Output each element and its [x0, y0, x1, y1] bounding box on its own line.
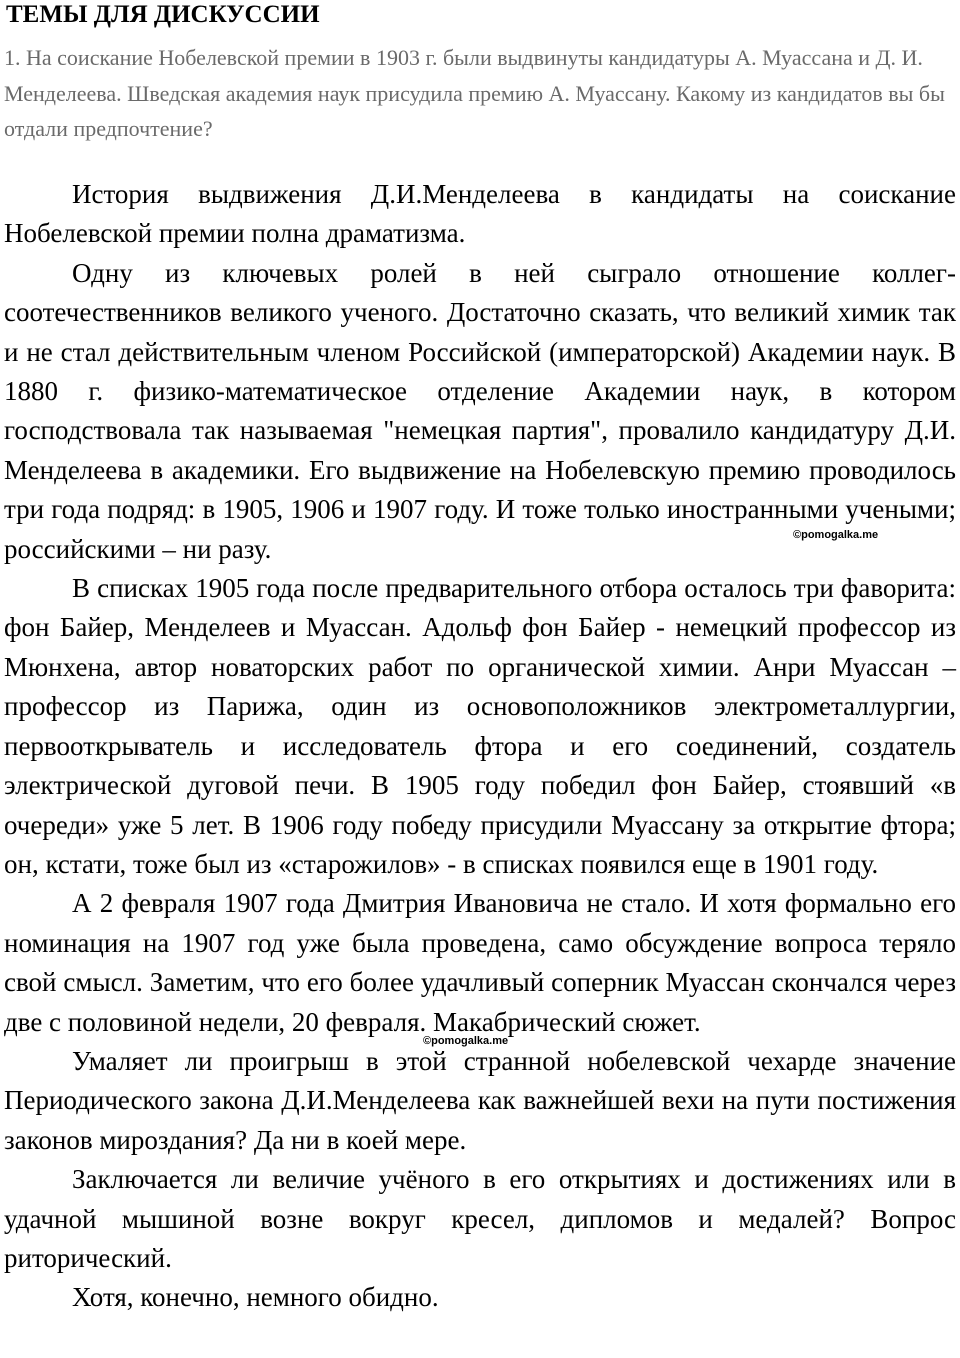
answer-paragraph: Заключается ли величие учёного в его открытиях и достижениях или в удачной мышиной возне вокруг кресел, дипломов и медалей? Вопрос риторический. — [4, 1164, 956, 1273]
discussion-question: 1. На соискание Нобелевской премии в 1903 г. были выдвинуты кандидатуры А. Муассана и Д. И. Менделеева. Шведская академия наук присудила премию А. Муассану. Какому из кандидатов вы бы отдали предпочтение? — [4, 45, 945, 141]
answer-paragraph: Умаляет ли проигрыш в этой странной нобелевской чехарде значение Периодического закона Д.И.Менделеева как важнейшей вехи на пути постижения законов мироздания? Да ни в коей мере. — [4, 1045, 956, 1155]
page-heading: ТЕМЫ ДЛЯ ДИСКУССИИ — [6, 1, 320, 28]
answer-paragraph: История выдвижения Д.И.Менделеева в кандидаты на соискание Нобелевской премии полна драматизма. — [4, 179, 956, 249]
answer-paragraph: А 2 февраля 1907 года Дмитрия Ивановича не стало. И хотя формально его номинация на 1907 год уже была проведена, само обсуждение вопроса теряло свой смысл. Заметим, что его более удачливый соперник Муассан скончался через две с половиной недели, 20 февраля. Макабрический сюжет. — [4, 888, 956, 1037]
answer-paragraph: Хотя, конечно, немного обидно. — [72, 1282, 439, 1313]
answer-paragraph: Одну из ключевых ролей в ней сыграло отношение коллег-соотечественников великого ученого. Достаточно сказать, что великий химик так и не стал действительным членом Российской (императорской) Академии наук. В 1880 г. физико-математическое отделение Академии наук, в котором господствовала так называемая "немецкая партия", провалило кандидатуру Д.И. Менделеева в академики. Его выдвижение на Нобелевскую премию проводилось три года подряд: в 1905, 1906 и 1907 году. И тоже только иностранными учеными; российскими – ни разу. — [4, 257, 956, 564]
watermark-text: ©pomogalka.me — [423, 1035, 509, 1047]
watermark-text: ©pomogalka.me — [793, 529, 879, 541]
answer-paragraph: В списках 1905 года после предварительного отбора осталось три фаворита: фон Байер, Менделеев и Муассан. Адольф фон Байер - немецкий профессор из Мюнхена, автор новаторских работ по органической химии. Анри Муассан – профессор из Парижа, один из основоположников электрометаллургии, первооткрыватель и исследователь фтора и его соединений, создатель электрической дуговой печи. В 1905 году победил фон Байер, стоявший «в очереди» уже 5 лет. В 1906 году победу присудили Муассану за открытие фтора; он, кстати, тоже был из «старожилов» - в списках появился еще в 1901 году. — [4, 573, 956, 879]
answer-body — [4, 175, 956, 1318]
